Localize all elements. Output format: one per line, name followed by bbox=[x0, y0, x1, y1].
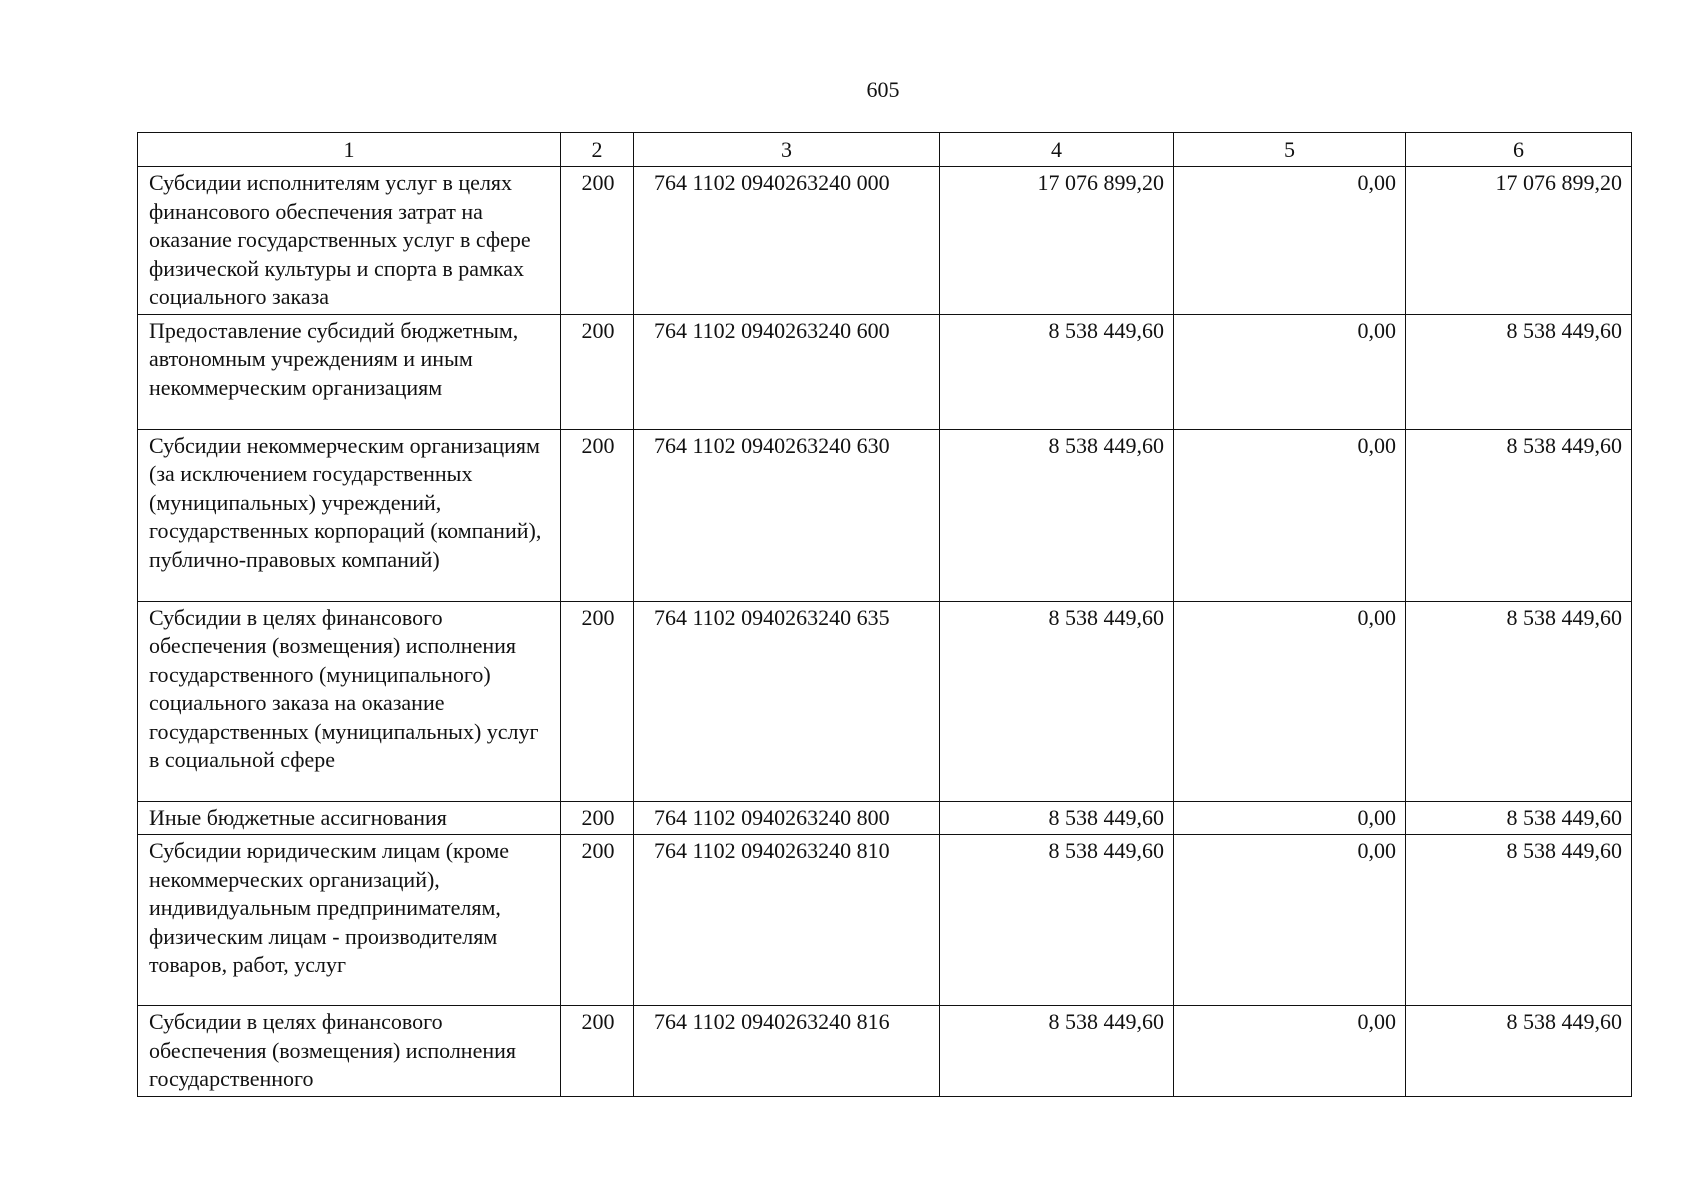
row-col5: 0,00 bbox=[1174, 601, 1406, 801]
table-row bbox=[138, 1006, 1632, 1097]
row-col6: 17 076 899,20 bbox=[1406, 167, 1632, 315]
row-kbk: 764 1102 0940263240 816 bbox=[634, 1006, 940, 1097]
column-header: 4 bbox=[940, 133, 1174, 167]
row-name: Предоставление субсидий бюджетным, автономным учреждениям и иным некоммерческим организациям bbox=[138, 314, 561, 429]
row-col4: 8 538 449,60 bbox=[940, 801, 1174, 835]
table-row bbox=[138, 429, 1632, 601]
row-name: Иные бюджетные ассигнования bbox=[138, 801, 561, 835]
row-col6: 8 538 449,60 bbox=[1406, 801, 1632, 835]
table-row bbox=[138, 167, 1632, 315]
row-kbk: 764 1102 0940263240 635 bbox=[634, 601, 940, 801]
row-code: 200 bbox=[561, 801, 634, 835]
row-col5: 0,00 bbox=[1174, 429, 1406, 601]
page-number: 605 bbox=[866, 77, 900, 102]
row-name: Субсидии в целях финансового обеспечения (возмещения) исполнения государственного bbox=[138, 1006, 561, 1097]
row-name: Субсидии юридическим лицам (кроме некоммерческих организаций), индивидуальным предпринимателям, физическим лицам - производителям товаров, работ, услуг bbox=[138, 835, 561, 1006]
row-kbk: 764 1102 0940263240 630 bbox=[634, 429, 940, 601]
row-col5: 0,00 bbox=[1174, 801, 1406, 835]
column-header: 2 bbox=[561, 133, 634, 167]
row-col6: 8 538 449,60 bbox=[1406, 429, 1632, 601]
row-code: 200 bbox=[561, 429, 634, 601]
column-header: 5 bbox=[1174, 133, 1406, 167]
row-col5: 0,00 bbox=[1174, 1006, 1406, 1097]
row-kbk: 764 1102 0940263240 600 bbox=[634, 314, 940, 429]
row-col6: 8 538 449,60 bbox=[1406, 835, 1632, 1006]
row-name: Субсидии в целях финансового обеспечения (возмещения) исполнения государственного (муниципального) социального заказа на оказание государственных (муниципальных) услуг в социальной сфере bbox=[138, 601, 561, 801]
budget-table bbox=[137, 132, 1632, 1097]
row-col5: 0,00 bbox=[1174, 314, 1406, 429]
row-code: 200 bbox=[561, 314, 634, 429]
row-col6: 8 538 449,60 bbox=[1406, 314, 1632, 429]
row-col4: 8 538 449,60 bbox=[940, 429, 1174, 601]
row-col5: 0,00 bbox=[1174, 835, 1406, 1006]
table-row bbox=[138, 801, 1632, 835]
row-kbk: 764 1102 0940263240 800 bbox=[634, 801, 940, 835]
column-header: 6 bbox=[1406, 133, 1632, 167]
row-kbk: 764 1102 0940263240 810 bbox=[634, 835, 940, 1006]
row-code: 200 bbox=[561, 1006, 634, 1097]
table-row bbox=[138, 314, 1632, 429]
row-code: 200 bbox=[561, 601, 634, 801]
row-col4: 8 538 449,60 bbox=[940, 314, 1174, 429]
row-name: Субсидии исполнителям услуг в целях финансового обеспечения затрат на оказание государственных услуг в сфере физической культуры и спорта в рамках социального заказа bbox=[138, 167, 561, 315]
row-code: 200 bbox=[561, 167, 634, 315]
table-header-row bbox=[138, 133, 1632, 167]
row-col5: 0,00 bbox=[1174, 167, 1406, 315]
row-col6: 8 538 449,60 bbox=[1406, 1006, 1632, 1097]
row-col4: 8 538 449,60 bbox=[940, 601, 1174, 801]
row-kbk: 764 1102 0940263240 000 bbox=[634, 167, 940, 315]
row-col4: 8 538 449,60 bbox=[940, 835, 1174, 1006]
row-col4: 17 076 899,20 bbox=[940, 167, 1174, 315]
column-header: 1 bbox=[138, 133, 561, 167]
row-col6: 8 538 449,60 bbox=[1406, 601, 1632, 801]
row-code: 200 bbox=[561, 835, 634, 1006]
table-row bbox=[138, 835, 1632, 1006]
column-header: 3 bbox=[634, 133, 940, 167]
row-name: Субсидии некоммерческим организациям (за исключением государственных (муниципальных) учреждений, государственных корпораций (компаний), публично-правовых компаний) bbox=[138, 429, 561, 601]
table-row bbox=[138, 601, 1632, 801]
row-col4: 8 538 449,60 bbox=[940, 1006, 1174, 1097]
